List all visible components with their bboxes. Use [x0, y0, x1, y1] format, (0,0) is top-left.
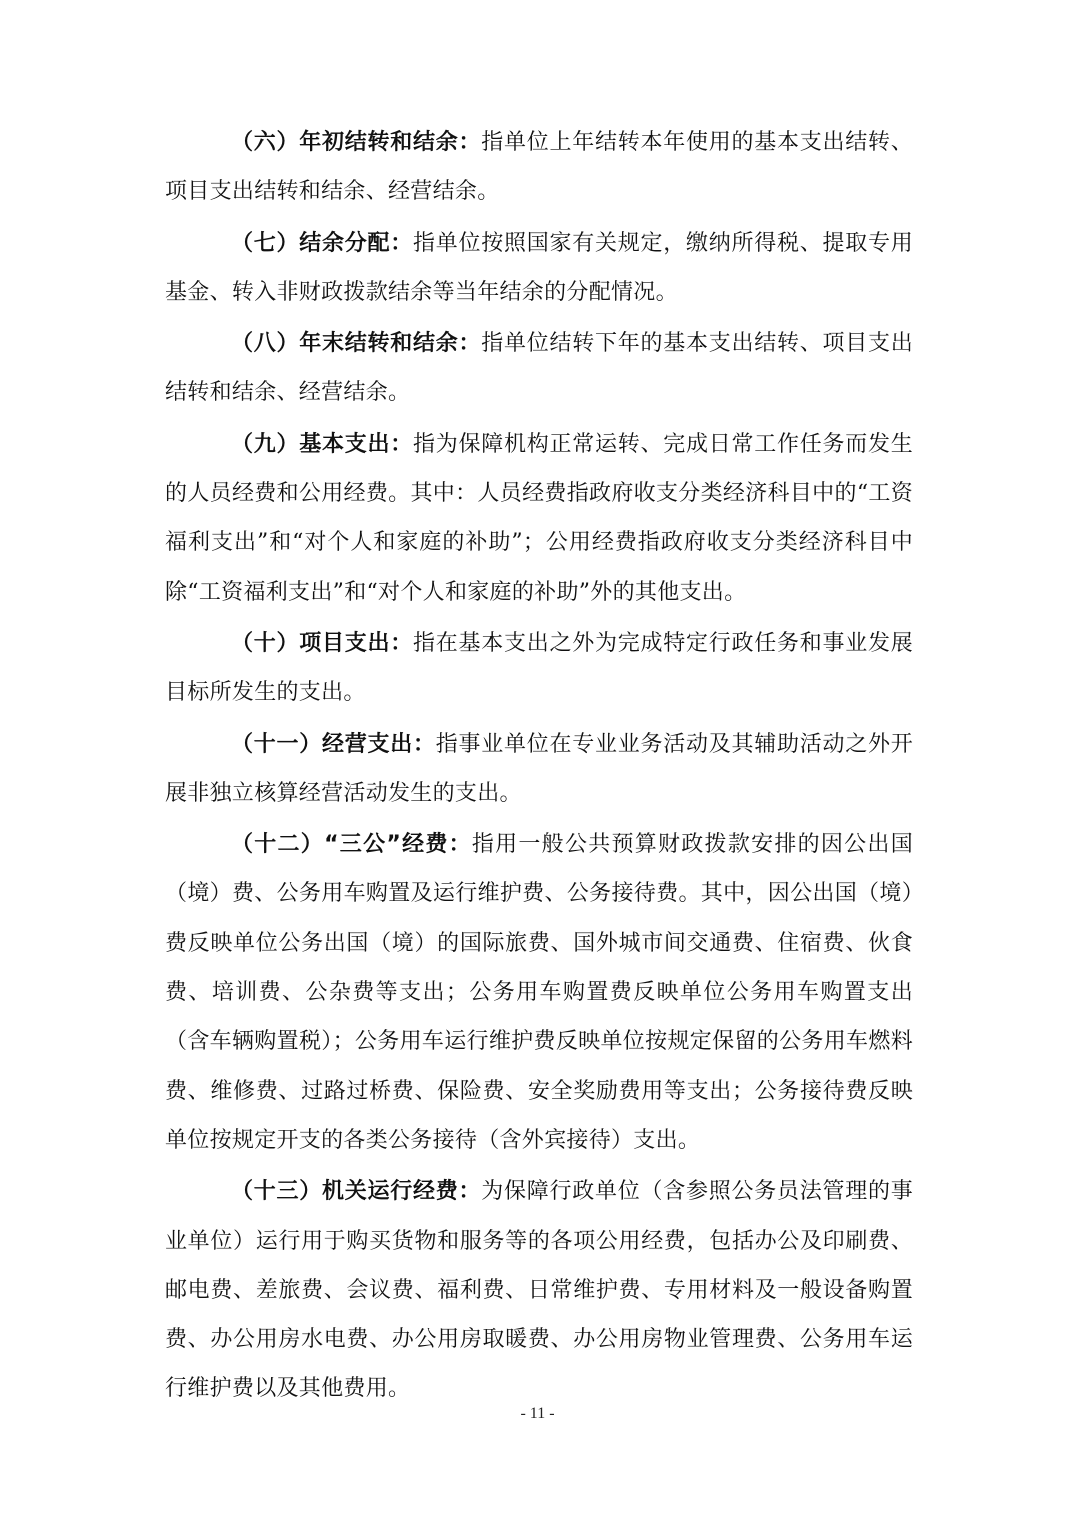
term-heading: （七）结余分配：: [231, 230, 413, 256]
term-heading: （十一）经营支出：: [231, 731, 436, 757]
paragraph-nine: [165, 420, 913, 617]
paragraph-text: 指事业单位在专业业务活动及其辅助活动之外开展非独立核算经营活动发生的支出。: [165, 731, 913, 806]
paragraph-thirteen: [165, 1167, 913, 1413]
paragraph-text: 为保障行政单位（含参照公务员法管理的事业单位）运行用于购买货物和服务等的各项公用经费，包括办公及印刷费、邮电费、差旅费、会议费、福利费、日常维护费、专用材料及一般设备购置费、办公用房水电费、办公用房取暖费、办公用房物业管理费、公务用车运行维护费以及其他费用。: [165, 1179, 913, 1402]
paragraph-text: 指单位上年结转本年使用的基本支出结转、项目支出结转和结余、经营结余。: [165, 130, 913, 205]
term-heading: （十）项目支出：: [231, 630, 413, 656]
term-heading: （十二）“三公”经费：: [231, 832, 472, 858]
paragraph-text: 指单位按照国家有关规定，缴纳所得税、提取专用基金、转入非财政拨款结余等当年结余的分配情况。: [165, 230, 913, 305]
paragraph-six: [165, 118, 913, 217]
document-body: [165, 118, 913, 1416]
page-number: - 11 -: [520, 1405, 555, 1422]
paragraph-text: 指为保障机构正常运转、完成日常工作任务而发生的人员经费和公用经费。其中：人员经费指政府收支分类经济科目中的“工资福利支出”和“对个人和家庭的补助”；公用经费指政府收支分类经济科目中除“工资福利支出”和“对个人和家庭的补助”外的其他支出。: [165, 431, 913, 605]
paragraph-text: 指单位结转下年的基本支出结转、项目支出结转和结余、经营结余。: [165, 331, 913, 406]
paragraph-eight: [165, 319, 913, 418]
paragraph-text: 指用一般公共预算财政拨款安排的因公出国（境）费、公务用车购置及运行维护费、公务接待费。其中，因公出国（境）费反映单位公务出国（境）的国际旅费、国外城市间交通费、住宿费、伙食费、培训费、公杂费等支出；公务用车购置费反映单位公务用车购置支出（含车辆购置税）；公务用车运行维护费反映单位按规定保留的公务用车燃料费、维修费、过路过桥费、保险费、安全奖励费用等支出；公务接待费反映单位按规定开支的各类公务接待（含外宾接待）支出。: [165, 832, 914, 1153]
paragraph-twelve: [165, 820, 913, 1165]
term-heading: （十三）机关运行经费：: [231, 1179, 482, 1205]
term-heading: （八）年末结转和结余：: [231, 331, 482, 357]
term-heading: （九）基本支出：: [231, 431, 413, 457]
paragraph-eleven: [165, 720, 913, 819]
paragraph-text: 指在基本支出之外为完成特定行政任务和事业发展目标所发生的支出。: [165, 630, 913, 706]
paragraph-ten: [165, 619, 913, 718]
term-heading: （六）年初结转和结余：: [231, 130, 482, 155]
paragraph-seven: [165, 219, 913, 318]
